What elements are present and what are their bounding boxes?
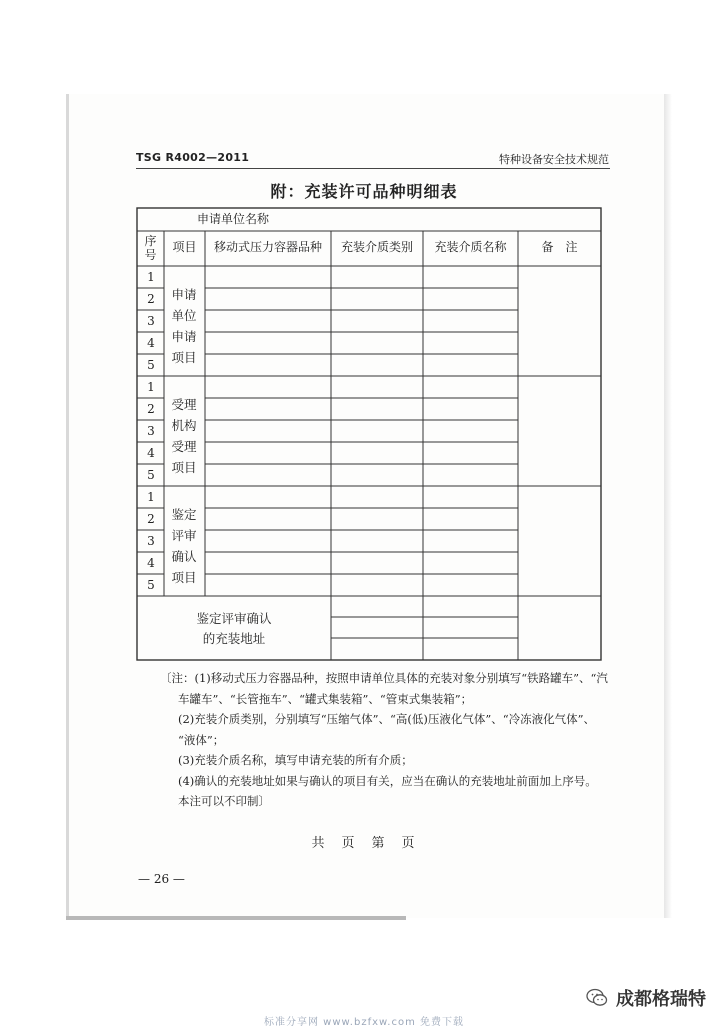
note-line: 本注可以不印制〕 (178, 794, 270, 808)
row-number: 4 (147, 556, 155, 570)
col-header-seq-line: 号 (144, 248, 157, 262)
group-label-line: 项目 (171, 570, 197, 585)
header-code: TSG R4002—2011 (136, 151, 250, 164)
note-line: (2)充装介质类别，分别填写“压缩气体”、“高(低)压液化气体”、“冷冻液化气体”、 (178, 712, 596, 726)
address-label-line: 的充装地址 (202, 631, 266, 646)
col-header-vessel: 移动式压力容器品种 (213, 240, 322, 254)
brand-name: 成都格瑞特 (616, 989, 706, 1010)
notes (160, 668, 620, 812)
note-line: (3)充装介质名称，填写申请充装的所有介质； (178, 753, 413, 767)
group-label-line: 机构 (171, 418, 197, 433)
address-label-line: 鉴定评审确认 (196, 611, 272, 626)
row-number: 4 (147, 336, 155, 350)
group-label-line: 项目 (171, 460, 197, 475)
group-label-applicant (164, 284, 204, 368)
row-number: 3 (147, 534, 155, 548)
group-label-acceptance (164, 394, 204, 478)
group-label-line: 受理 (171, 439, 197, 454)
group-label-line: 单位 (171, 308, 197, 323)
col-header-medium-type: 充装介质类别 (340, 240, 413, 254)
row-number: 2 (147, 402, 155, 416)
wechat-icon (586, 988, 608, 1008)
col-header-seq-line: 序 (144, 234, 157, 248)
group-label-line: 申请 (171, 329, 197, 344)
note-line: “液体”； (178, 732, 225, 747)
row-number: 3 (147, 424, 155, 438)
row-number: 3 (147, 314, 155, 328)
row-number: 1 (147, 490, 155, 504)
col-header-item: 项目 (172, 240, 197, 254)
row-number: 5 (147, 468, 155, 482)
group-label-line: 申请 (171, 287, 197, 302)
row-number: 5 (147, 358, 155, 372)
col-header-medium-name: 充装介质名称 (434, 240, 507, 254)
row-number: 2 (147, 512, 155, 526)
row-number: 5 (147, 578, 155, 592)
page-title: 附：充装许可品种明细表 (270, 182, 458, 201)
note-line: (4)确认的充装地址如果与确认的项目有关，应当在确认的充装地址前面加上序号。 (178, 773, 597, 788)
group-label-line: 鉴定 (171, 507, 197, 522)
header-category: 特种设备安全技术规范 (499, 153, 609, 166)
applicant-name-label: 申请单位名称 (197, 212, 270, 226)
col-header-remark: 备 注 (541, 240, 578, 254)
note-line: 〔注：(1)移动式压力容器品种，按照申请单位具体的充装对象分别填写“铁路罐车”、“汽 (160, 671, 608, 685)
col-header-seq (137, 234, 164, 262)
row-number: 1 (147, 380, 155, 394)
group-label-review (164, 504, 204, 588)
footer-site: 标准分享网 www.bzfxw.com 免费下载 (264, 1017, 464, 1028)
group-label-line: 评审 (171, 528, 197, 543)
group-label-line: 受理 (171, 397, 197, 412)
note-line: 车罐车”、“长管拖车”、“罐式集装箱”、“管束式集装箱”； (178, 691, 473, 706)
row-number: 2 (147, 292, 155, 306)
page-number: — 26 — (138, 872, 185, 886)
brand (586, 985, 706, 1011)
group-label-line: 项目 (171, 350, 197, 365)
confirmed-address-label (137, 609, 331, 649)
page-count: 共 页 第 页 (311, 836, 417, 851)
group-label-line: 确认 (171, 549, 197, 564)
row-number: 4 (147, 446, 155, 460)
row-number: 1 (147, 270, 155, 284)
